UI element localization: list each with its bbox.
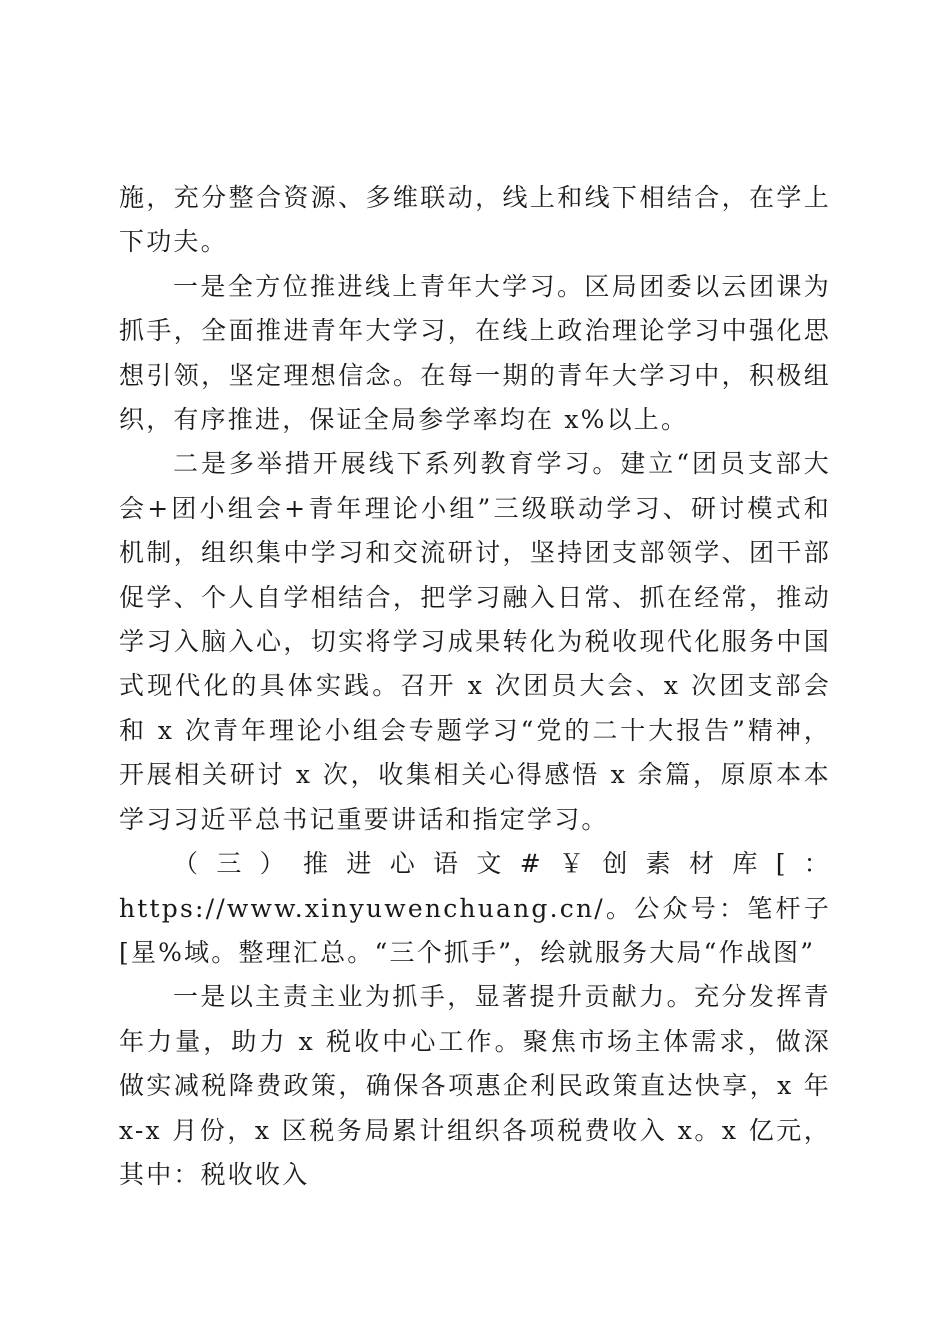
section-heading-three: （三）推进心语文#￥创素材库[：https://www.xinyuwenchuang.cn/。公众号：笔杆子[星%域。整理汇总。“三个抓手”，绘就服务大局“作战图” bbox=[119, 849, 831, 967]
paragraph-offline-study: 二是多举措开展线下系列教育学习。建立“团员支部大会+团小组会+青年理论小组”三级联动学习、研讨模式和机制，组织集中学习和交流研讨，坚持团支部领学、团干部促学、个人自学相结合，把学习融入日常、抓在经常，推动学习入脑入心，切实将学习成果转化为税收现代化服务中国式现代化的具体实践。召开 x 次团员大会、x 次团支部会和 x 次青年理论小组会专题学习“党的二十大报告”精神，开展相关研讨 x 次，收集相关心得感悟 x 余篇，原原本本学习习近平总书记重要讲话和指定学习。 bbox=[119, 449, 831, 834]
document-body bbox=[119, 176, 831, 1197]
paragraph-online-study: 一是全方位推进线上青年大学习。区局团委以云团课为抓手，全面推进青年大学习，在线上政治理论学习中强化思想引领，坚定理想信念。在每一期的青年大学习中，积极组织，有序推进，保证全局参学率均在 x%以上。 bbox=[119, 271, 831, 435]
paragraph-main-duty: 一是以主责主业为抓手，显著提升贡献力。充分发挥青年力量，助力 x 税收中心工作。聚焦市场主体需求，做深做实减税降费政策，确保各项惠企利民政策直达快享，x 年 x-x 月份，x 区税务局累计组织各项税费收入 x。x 亿元，其中：税收收入 bbox=[119, 982, 831, 1189]
paragraph-continuation: 施，充分整合资源、多维联动，线上和线下相结合，在学上下功夫。 bbox=[119, 183, 831, 257]
